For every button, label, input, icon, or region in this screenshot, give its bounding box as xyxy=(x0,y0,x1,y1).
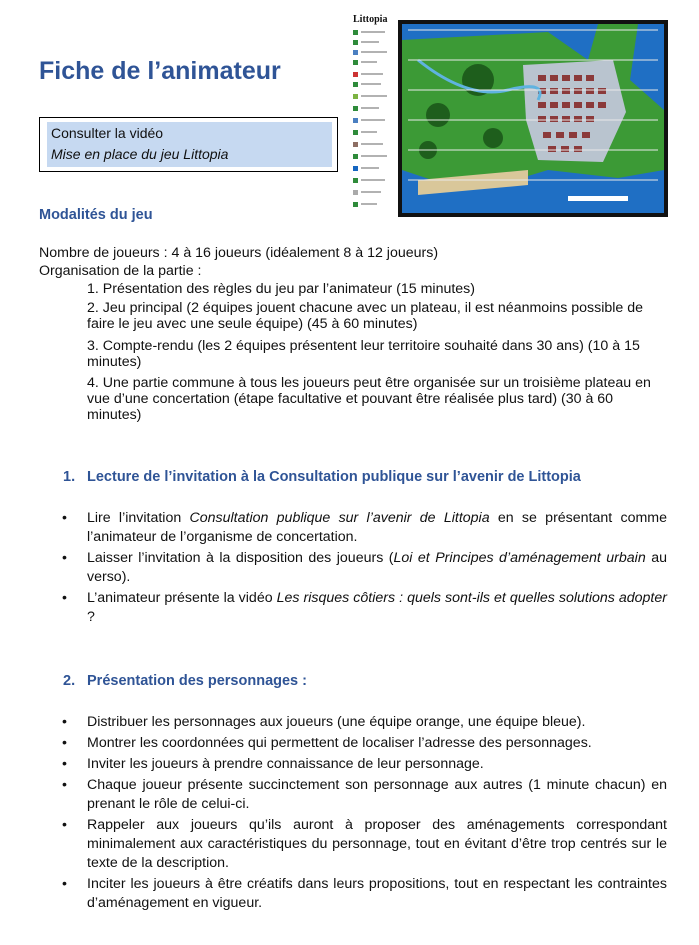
list-item: • L’animateur présente la vidéo Les risques côtiers : quels sont-ils et quelles solutions adopter ? xyxy=(62,590,667,625)
list-item: • Distribuer les personnages aux joueurs (une équipe orange, une équipe bleue). xyxy=(62,714,586,730)
players-count: Nombre de joueurs : 4 à 16 joueurs (idéalement 8 à 12 joueurs) xyxy=(39,245,439,261)
map-drawing xyxy=(398,20,668,217)
list-item: • Inviter les joueurs à prendre connaissance de leur personnage. xyxy=(62,756,484,772)
list-item: • Chaque joueur présente succinctement son personnage aux autres (1 minute chacun) en prenant le rôle de celui-ci. xyxy=(62,777,667,812)
section-2-list xyxy=(60,713,667,913)
bullet-icon: • xyxy=(62,550,67,566)
bullet-icon: • xyxy=(62,735,67,751)
game-board-figure xyxy=(349,12,669,222)
bullet-icon: • xyxy=(62,817,67,833)
step-4: 4. Une partie commune à tous les joueurs peut être organisée sur un troisième plateau en vue d’une concertation (étape facultative et pouvant être réalisée plus tard) (30 à 60 minutes) xyxy=(87,375,651,423)
bullet-icon: • xyxy=(62,714,67,730)
littopia-map xyxy=(398,20,668,217)
bullet-icon: • xyxy=(62,590,67,606)
legend-swatches xyxy=(349,12,395,222)
video-title[interactable]: Mise en place du jeu Littopia xyxy=(51,146,229,162)
map-legend xyxy=(349,12,395,222)
list-item: • Montrer les coordonnées qui permettent de localiser l’adresse des personnages. xyxy=(62,735,592,751)
bullet-icon: • xyxy=(62,777,67,793)
list-item: • Rappeler aux joueurs qu’ils auront à proposer des aménagements correspondant minimalement aux caractéristiques du personnage, tout en évitant d’être trop centrés sur le texte de la description. xyxy=(62,817,667,871)
section-1-list xyxy=(60,509,667,627)
list-item: • Laisser l’invitation à la disposition des joueurs (Loi et Principes d’aménagement urbain au verso). xyxy=(62,550,667,585)
map-legend-title: Littopia xyxy=(353,14,388,25)
step-3: 3. Compte-rendu (les 2 équipes présentent leur territoire souhaité dans 30 ans) (10 à 15 minutes) xyxy=(87,338,640,370)
list-item: • Inciter les joueurs à être créatifs dans leurs propositions, tout en respectant les contraintes d’aménagement en vigueur. xyxy=(62,876,667,911)
section-2-heading xyxy=(63,673,307,689)
section-1-number: 1. xyxy=(63,469,76,485)
video-callout xyxy=(39,117,338,172)
section-2-title: Présentation des personnages : xyxy=(87,673,307,689)
bullet-icon: • xyxy=(62,876,67,892)
step-1: 1. Présentation des règles du jeu par l’animateur (15 minutes) xyxy=(87,281,476,297)
video-link-label[interactable]: Consulter la vidéo xyxy=(51,125,164,141)
bullet-icon: • xyxy=(62,510,67,526)
list-item: • Lire l’invitation Consultation publique sur l’avenir de Littopia en se présentant comme l’animateur de l’organisme de concertation. xyxy=(62,510,668,545)
modalites-heading: Modalités du jeu xyxy=(39,207,153,223)
video-callout-fill xyxy=(47,122,332,167)
section-1-heading xyxy=(63,469,581,485)
section-2-number: 2. xyxy=(63,673,76,689)
organisation-label: Organisation de la partie : xyxy=(39,263,202,279)
bullet-icon: • xyxy=(62,756,67,772)
section-1-title: Lecture de l’invitation à la Consultation publique sur l’avenir de Littopia xyxy=(87,469,581,485)
step-2: 2. Jeu principal (2 équipes jouent chacune avec un plateau, il est néanmoins possible de faire le jeu avec une seule équipe) (45 à 60 minutes) xyxy=(87,300,644,332)
page-title: Fiche de l’animateur xyxy=(39,57,281,85)
